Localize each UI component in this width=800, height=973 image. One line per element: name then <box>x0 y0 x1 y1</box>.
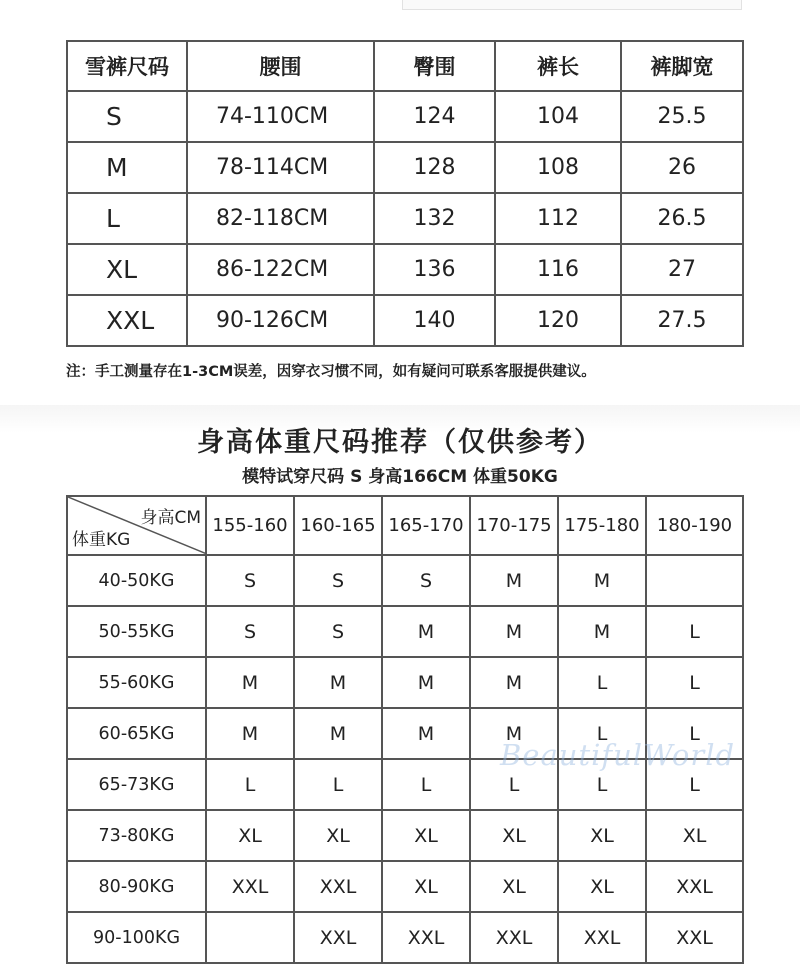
height-header: 170-175 <box>470 496 558 555</box>
recommended-size-cell: XL <box>382 861 470 912</box>
recommended-size-cell: XL <box>558 810 646 861</box>
hem-width-cell: 26.5 <box>621 193 743 244</box>
weight-range-cell: 65-73KG <box>67 759 206 810</box>
recommended-size-cell: XL <box>470 810 558 861</box>
header-hip: 臀围 <box>374 41 495 91</box>
recommended-size-cell: XXL <box>558 912 646 963</box>
table-row <box>67 861 743 912</box>
recommended-size-cell: M <box>558 606 646 657</box>
top-edge-strip <box>402 0 742 10</box>
table-row <box>67 912 743 963</box>
waist-cell: 78-114CM <box>187 142 374 193</box>
recommended-size-cell: L <box>558 708 646 759</box>
hem-width-cell: 25.5 <box>621 91 743 142</box>
size-cell: S <box>67 91 187 142</box>
table-row <box>67 606 743 657</box>
weight-range-cell: 90-100KG <box>67 912 206 963</box>
corner-weight-label: 体重KG <box>72 530 131 550</box>
recommended-size-cell: S <box>206 606 294 657</box>
table-row <box>67 193 743 244</box>
hem-width-cell: 26 <box>621 142 743 193</box>
recommended-size-cell: XXL <box>382 912 470 963</box>
watermark: BeautifulWorld <box>500 738 736 772</box>
height-header: 165-170 <box>382 496 470 555</box>
corner-cell <box>67 496 206 555</box>
table-row <box>67 142 743 193</box>
hip-cell: 124 <box>374 91 495 142</box>
hem-width-cell: 27.5 <box>621 295 743 346</box>
size-table-header-row <box>67 41 743 91</box>
recommended-size-cell: L <box>470 759 558 810</box>
recommended-size-cell: M <box>382 606 470 657</box>
length-cell: 112 <box>495 193 621 244</box>
recommended-size-cell: M <box>206 708 294 759</box>
table-row <box>67 657 743 708</box>
weight-range-cell: 73-80KG <box>67 810 206 861</box>
recommended-size-cell: M <box>470 606 558 657</box>
recommended-size-cell: XXL <box>294 861 382 912</box>
recommended-size-cell: XXL <box>206 861 294 912</box>
recommend-subtitle: 模特试穿尺码 S 身高166CM 体重50KG <box>242 467 558 487</box>
table-row <box>67 91 743 142</box>
table-row <box>67 295 743 346</box>
table-row <box>67 555 743 606</box>
recommended-size-cell: L <box>382 759 470 810</box>
recommended-size-cell: M <box>382 708 470 759</box>
height-header: 160-165 <box>294 496 382 555</box>
table-row <box>67 244 743 295</box>
recommended-size-cell: L <box>646 759 743 810</box>
pants-size-table <box>66 40 744 347</box>
size-cell: XXL <box>67 295 187 346</box>
length-cell: 120 <box>495 295 621 346</box>
header-hem-width: 裤脚宽 <box>621 41 743 91</box>
waist-cell: 90-126CM <box>187 295 374 346</box>
header-length: 裤长 <box>495 41 621 91</box>
height-header: 155-160 <box>206 496 294 555</box>
length-cell: 108 <box>495 142 621 193</box>
size-cell: L <box>67 193 187 244</box>
recommended-size-cell: XL <box>294 810 382 861</box>
weight-range-cell: 50-55KG <box>67 606 206 657</box>
recommended-size-cell: XL <box>646 810 743 861</box>
height-header: 180-190 <box>646 496 743 555</box>
hip-cell: 140 <box>374 295 495 346</box>
height-header: 175-180 <box>558 496 646 555</box>
recommend-size-table <box>66 495 744 964</box>
recommended-size-cell: XXL <box>294 912 382 963</box>
waist-cell: 74-110CM <box>187 91 374 142</box>
recommended-size-cell <box>206 912 294 963</box>
weight-range-cell: 55-60KG <box>67 657 206 708</box>
recommended-size-cell: XL <box>382 810 470 861</box>
recommended-size-cell: S <box>294 606 382 657</box>
recommend-header-row <box>67 496 743 555</box>
recommended-size-cell: L <box>646 606 743 657</box>
recommended-size-cell: M <box>470 555 558 606</box>
weight-range-cell: 60-65KG <box>67 708 206 759</box>
hip-cell: 128 <box>374 142 495 193</box>
recommended-size-cell: S <box>206 555 294 606</box>
recommended-size-cell: L <box>294 759 382 810</box>
recommended-size-cell: L <box>206 759 294 810</box>
recommended-size-cell: XXL <box>646 861 743 912</box>
recommended-size-cell: S <box>382 555 470 606</box>
measurement-note: 注：手工测量存在1-3CM误差，因穿衣习惯不同，如有疑问可联系客服提供建议。 <box>66 364 596 380</box>
header-waist: 腰围 <box>187 41 374 91</box>
recommended-size-cell: L <box>558 759 646 810</box>
hip-cell: 132 <box>374 193 495 244</box>
recommended-size-cell: L <box>646 708 743 759</box>
recommended-size-cell: XL <box>470 861 558 912</box>
recommended-size-cell: L <box>646 657 743 708</box>
waist-cell: 86-122CM <box>187 244 374 295</box>
hem-width-cell: 27 <box>621 244 743 295</box>
corner-height-label: 身高CM <box>140 508 201 528</box>
recommended-size-cell: M <box>382 657 470 708</box>
size-cell: XL <box>67 244 187 295</box>
recommended-size-cell: XL <box>206 810 294 861</box>
size-cell: M <box>67 142 187 193</box>
table-row <box>67 810 743 861</box>
recommended-size-cell: L <box>558 657 646 708</box>
recommended-size-cell: M <box>470 657 558 708</box>
length-cell: 116 <box>495 244 621 295</box>
recommended-size-cell: M <box>206 657 294 708</box>
recommended-size-cell: M <box>294 657 382 708</box>
recommended-size-cell: XXL <box>646 912 743 963</box>
recommended-size-cell: S <box>294 555 382 606</box>
hip-cell: 136 <box>374 244 495 295</box>
recommended-size-cell: XXL <box>470 912 558 963</box>
recommended-size-cell: XL <box>558 861 646 912</box>
waist-cell: 82-118CM <box>187 193 374 244</box>
header-size: 雪裤尺码 <box>67 41 187 91</box>
recommended-size-cell: M <box>558 555 646 606</box>
recommended-size-cell: M <box>470 708 558 759</box>
weight-range-cell: 40-50KG <box>67 555 206 606</box>
length-cell: 104 <box>495 91 621 142</box>
recommended-size-cell: M <box>294 708 382 759</box>
recommend-title: 身高体重尺码推荐（仅供参考） <box>197 427 603 458</box>
recommended-size-cell <box>646 555 743 606</box>
weight-range-cell: 80-90KG <box>67 861 206 912</box>
